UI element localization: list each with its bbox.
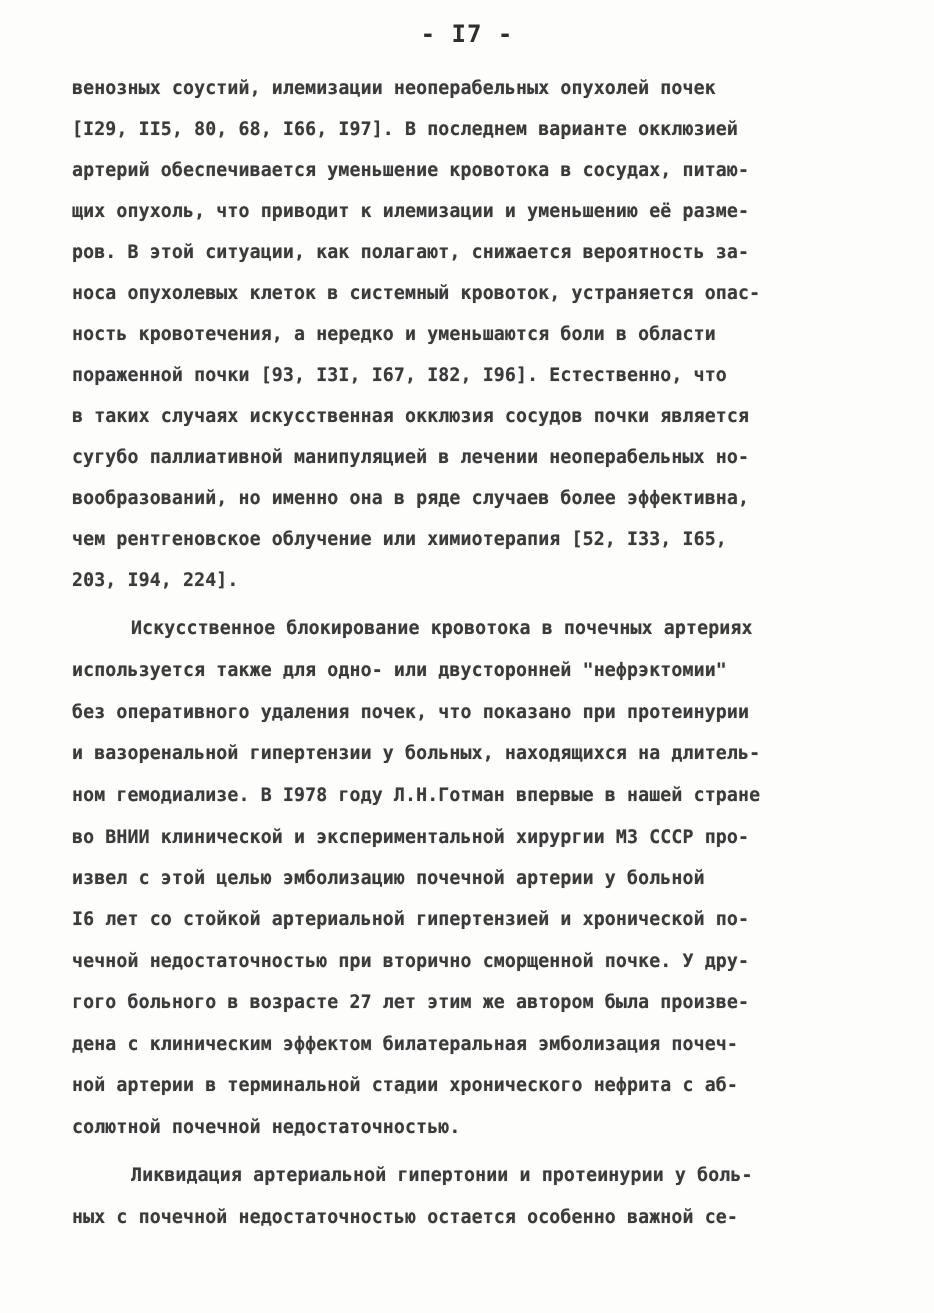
text-line: артерий обеспечивается уменьшение кровотока в сосудах, питаю- [72,160,750,181]
page-number: - I7 - [420,20,514,48]
text-line: венозных соустий, илемизации неоперабельных опухолей почек [72,78,716,99]
text-line: Искусственное блокирование кровотока в почечных артериях [131,618,753,639]
text-line: ность кровотечения, а нередко и уменьшаются боли в области [72,324,716,345]
text-line: щих опухоль, что приводит к илемизации и уменьшению её разме- [72,201,750,222]
text-line: во ВНИИ клинической и экспериментальной хирургии МЗ СССР про- [72,827,750,848]
text-line: ной артерии в терминальной стадии хронического нефрита с аб- [72,1075,738,1096]
text-line: ном гемодиализе. В I978 году Л.Н.Готман впервые в нашей стране [72,785,761,806]
text-line: гого больного в возрасте 27 лет этим же автором была произве- [72,992,750,1013]
text-line: сугубо паллиативной манипуляцией в лечении неоперабельных но- [72,447,750,468]
text-line: и вазоренальной гипертензии у больных, находящихся на длитель- [72,743,761,764]
text-line: I6 лет со стойкой артериальной гипертензией и хронической по- [72,909,750,930]
text-line: без оперативного удаления почек, что показано при протеинурии [72,702,750,723]
text-line: в таких случаях искусственная окклюзия сосудов почки является [72,406,750,427]
text-line: Ликвидация артериальной гипертонии и протеинурии у боль- [131,1165,753,1186]
text-line: пораженной почки [93, I3I, I67, I82, I96]. Естественно, что [72,365,727,386]
text-line: солютной почечной недостаточностью. [72,1117,461,1138]
text-line: чем рентгеновское облучение или химиотерапия [52, I33, I65, [72,529,727,550]
text-line: ных с почечной недостаточностью остается особенно важной се- [72,1207,738,1228]
text-line: чечной недостаточностью при вторично сморщенной почке. У дру- [72,951,750,972]
text-line: [I29, II5, 80, 68, I66, I97]. В последнем варианте окклюзией [72,119,738,140]
text-line: используется также для одно- или двусторонней "нефрэктомии" [72,660,727,681]
text-line: 203, I94, 224]. [72,570,239,591]
text-line: дена с клиническим эффектом билатеральная эмболизация почеч- [72,1034,738,1055]
text-line: вообразований, но именно она в ряде случаев более эффективна, [72,488,750,509]
text-line: извел с этой целью эмболизацию почечной артерии у больной [72,868,705,889]
text-line: носа опухолевых клеток в системный кровоток, устраняется опас- [72,283,761,304]
text-line: ров. В этой ситуации, как полагают, снижается вероятность за- [72,242,750,263]
